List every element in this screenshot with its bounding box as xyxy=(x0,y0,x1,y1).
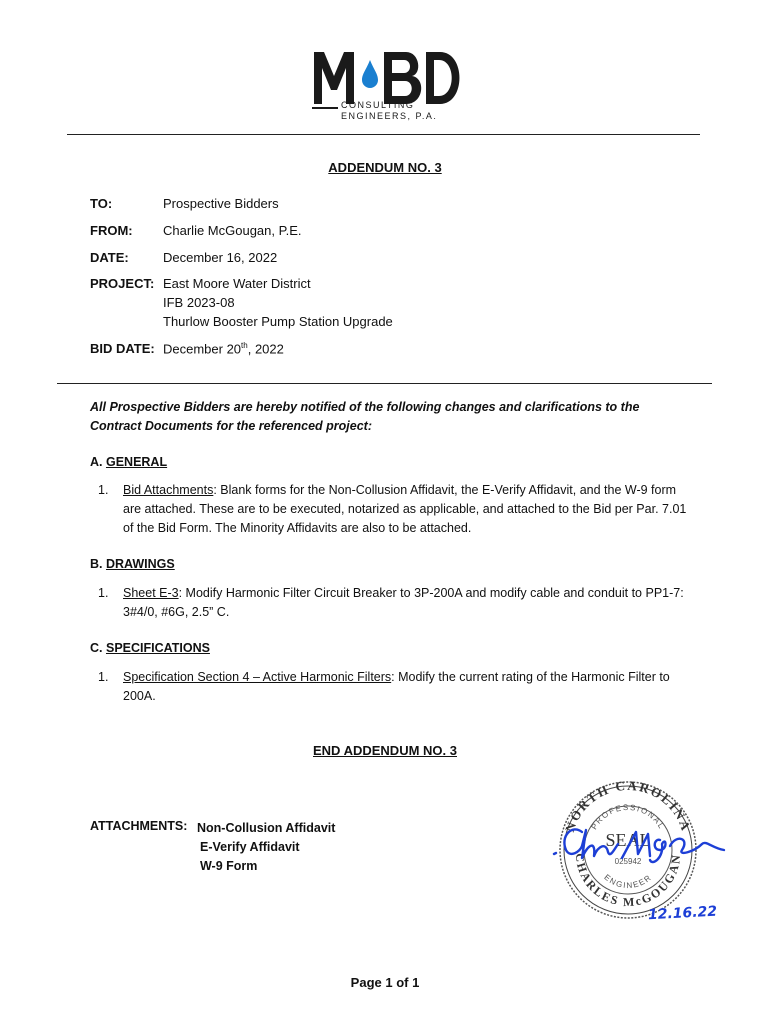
company-logo xyxy=(308,46,468,122)
attachments-label: ATTACHMENTS: xyxy=(90,819,188,833)
section-a-heading: A. GENERAL xyxy=(90,455,168,469)
seal-license-number: 025942 xyxy=(614,857,642,866)
to-value: Prospective Bidders xyxy=(163,196,279,211)
section-c-item: 1. Specification Section 4 – Active Harmonic Filters: Modify the current rating of the Harmonic Filter to 200A. xyxy=(98,670,670,703)
from-value: Charlie McGougan, P.E. xyxy=(163,223,302,238)
bid-date-label: BID DATE: xyxy=(90,341,155,356)
section-divider xyxy=(57,383,712,384)
svg-text:NORTH CAROLINA: NORTH CAROLINA xyxy=(561,777,695,834)
attachment-item: W-9 Form xyxy=(200,859,258,873)
svg-text:CHARLES McGOUGAN: CHARLES McGOUGAN xyxy=(572,852,684,910)
date-value: December 16, 2022 xyxy=(163,250,278,265)
attachment-item: Non-Collusion Affidavit xyxy=(197,821,336,835)
section-b-heading: B. DRAWINGS xyxy=(90,557,175,571)
seal-center-text: SEAL xyxy=(605,830,651,850)
svg-text:PROFESSIONAL: PROFESSIONAL xyxy=(589,802,667,832)
section-b-item: 1. Sheet E-3: Modify Harmonic Filter Circuit Breaker to 3P-200A and modify cable and conduit to PP1-7: 3#4/0, #6G, 2.5” C. xyxy=(98,586,684,619)
end-addendum: END ADDENDUM NO. 3 xyxy=(313,743,457,758)
engineer-seal xyxy=(552,774,732,924)
section-c-heading: C. SPECIFICATIONS xyxy=(90,641,210,655)
date-label: DATE: xyxy=(90,250,129,265)
project-label: PROJECT: xyxy=(90,276,155,291)
svg-text:ENGINEERS, P.A.: ENGINEERS, P.A. xyxy=(341,111,438,121)
water-drop-icon xyxy=(362,60,378,88)
from-label: FROM: xyxy=(90,223,133,238)
attachment-item: E-Verify Affidavit xyxy=(200,840,300,854)
project-line-1: East Moore Water District xyxy=(163,276,311,291)
svg-text:CONSULTING: CONSULTING xyxy=(341,100,415,110)
header-divider xyxy=(67,134,700,135)
bid-date-value: December 20th, 2022 xyxy=(163,341,284,357)
notice-paragraph: All Prospective Bidders are hereby notified of the following changes and clarifications to the Contract Documents for the referenced project: xyxy=(90,400,640,433)
page-number: Page 1 of 1 xyxy=(350,975,420,990)
project-line-2: IFB 2023-08 xyxy=(163,295,235,310)
section-a-item: 1. Bid Attachments: Blank forms for the Non-Collusion Affidavit, the E-Verify Affidavit, and the W-9 form are attached. These are to be executed, notarized as applicable, and attached to the Bid per Par. 7.01 of the Bid Form. The Minority Affidavits are also to be attached. xyxy=(98,483,687,535)
to-label: TO: xyxy=(90,196,113,211)
attachments-list xyxy=(197,819,335,876)
document-title: ADDENDUM NO. 3 xyxy=(328,160,442,175)
project-line-3: Thurlow Booster Pump Station Upgrade xyxy=(163,314,393,329)
svg-text:ENGINEER: ENGINEER xyxy=(602,872,654,891)
signature-date: 12.16.22 xyxy=(647,903,718,924)
